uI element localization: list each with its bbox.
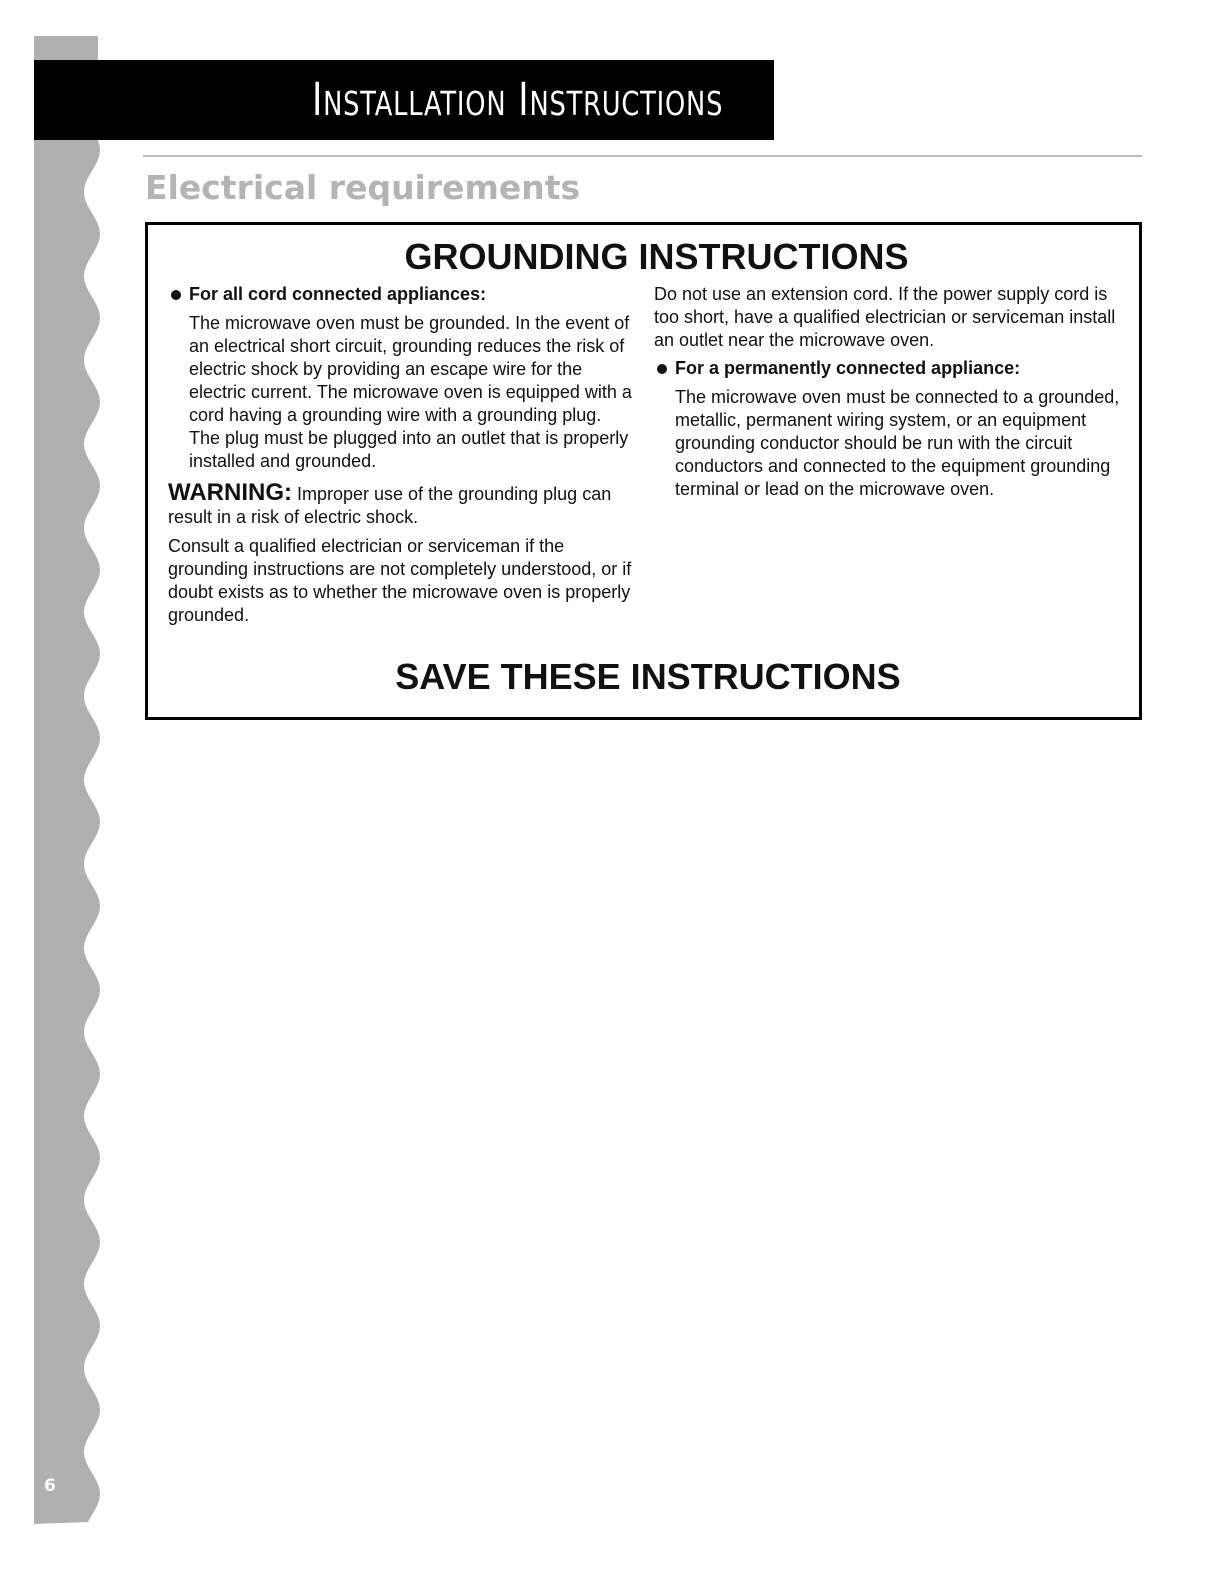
header-title: INSTALLATION INSTRUCTIONS: [312, 73, 724, 126]
bullet-cord-connected: [168, 283, 633, 306]
consult-paragraph: Consult a qualified electrician or serviceman if the grounding instructions are not completely understood, or if doubt exists as to whether the microwave oven is properly grounded.: [168, 536, 632, 625]
bullet-permanently-connected: [654, 357, 1134, 380]
left-column: [168, 283, 633, 627]
bullet-body: The microwave oven must be grounded. In the event of an electrical short circuit, grounding reduces the risk of electric shock by providing an escape wire for the electric current. The microwave oven is equipped with a cord having a grounding wire with a grounding plug. The plug must be plugged into an outlet that is properly installed and grounded.: [189, 313, 632, 471]
right-column: [654, 283, 1134, 501]
section-rule: [143, 155, 1142, 157]
bullet-body: The microwave oven must be connected to a grounded, metallic, permanent wiring system, or an equipment grounding conductor should be run with the circuit conductors and connected to the equipment grounding terminal or lead on the microwave oven.: [675, 387, 1120, 499]
section-title: Electrical requirements: [145, 168, 581, 207]
box-footer: SAVE THESE INSTRUCTIONS: [395, 656, 901, 697]
box-title: GROUNDING INSTRUCTIONS: [404, 236, 909, 277]
grounding-instructions-box: [145, 222, 1142, 720]
bullet-heading: For all cord connected appliances:: [189, 284, 487, 304]
warning-text: Improper use of the grounding plug can result in a risk of electric shock.: [168, 484, 612, 527]
header-bar: [34, 60, 774, 140]
extension-cord-paragraph: Do not use an extension cord. If the power supply cord is too short, have a qualified electrician or serviceman install an outlet near the microwave oven.: [654, 284, 1116, 350]
bullet-dot-icon: [171, 290, 181, 300]
page-number: 6: [44, 1476, 56, 1496]
warning-paragraph: [168, 481, 633, 529]
bullet-heading: For a permanently connected appliance:: [675, 358, 1021, 378]
bullet-dot-icon: [657, 364, 667, 374]
warning-label: WARNING:: [168, 479, 292, 506]
side-wave-strip: [34, 36, 106, 1524]
